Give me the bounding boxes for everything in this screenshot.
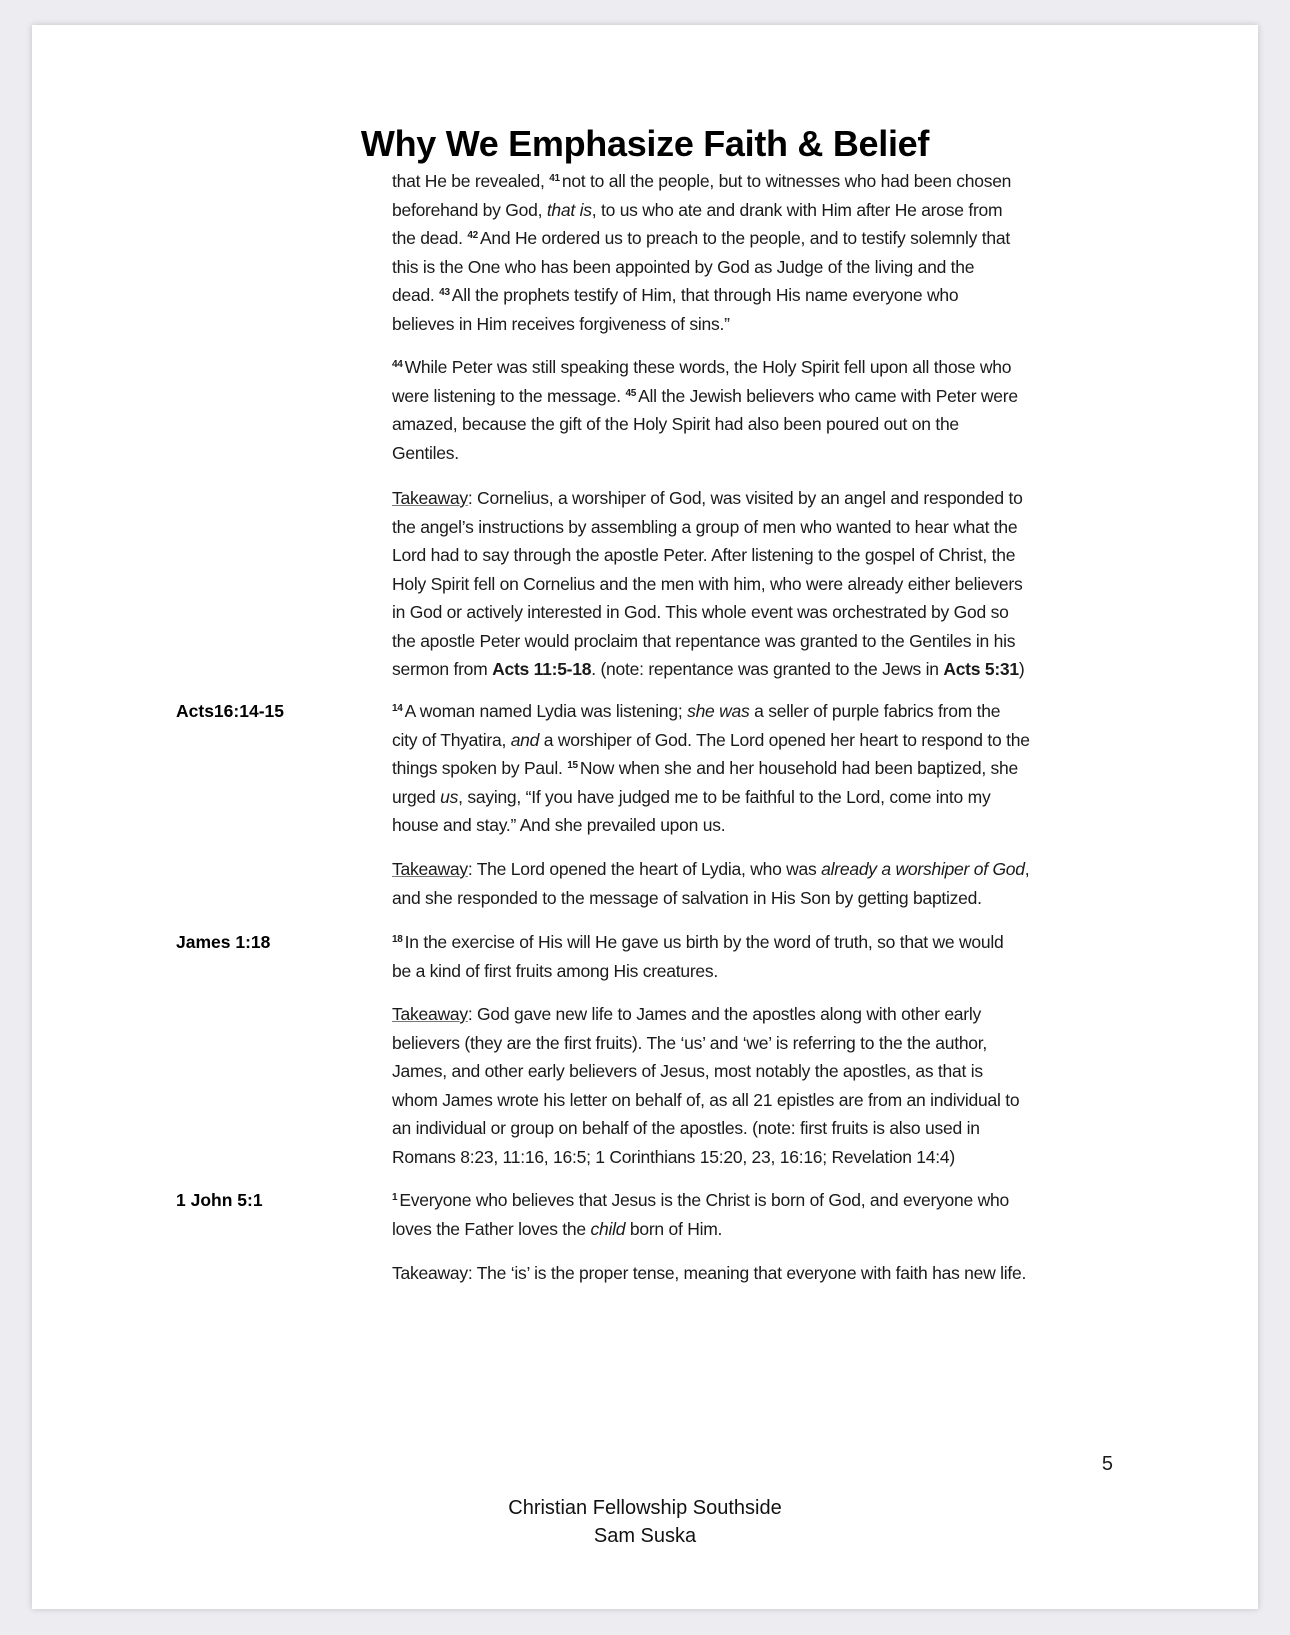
text-run: A woman named Lydia was listening; [404, 701, 688, 721]
verse-number: 14 [392, 703, 403, 714]
text-run: : Cornelius, a worshiper of God, was visited by an angel and responded to [467, 488, 1023, 508]
text-line [392, 957, 1003, 986]
text-run: And He ordered us to preach to the people, and to testify solemnly that [479, 228, 1010, 248]
text-line [392, 1143, 1019, 1172]
text-run: this is the One who has been appointed by God as Judge of the living and the [392, 256, 975, 277]
text-run: Holy Spirit fell on Cornelius and the men with him, who were already either believers [392, 573, 1023, 594]
verse-number: 43 [439, 287, 450, 298]
text-run: born of Him. [625, 1218, 723, 1239]
takeaway-paragraph [392, 484, 1024, 684]
text-run: In the exercise of His will He gave us birth by the word of truth, so that we would [404, 932, 1004, 952]
scripture-paragraph [392, 1186, 1009, 1243]
text-run: an individual or group on behalf of the apostles. (note: first fruits is also used in [392, 1118, 980, 1138]
text-run: things spoken by Paul. [392, 758, 568, 778]
text-run: , to us who ate and drank with Him after He arose from [591, 199, 1003, 220]
takeaway-paragraph [392, 855, 1029, 912]
footer-organization: Christian Fellowship Southside [508, 1497, 782, 1519]
text-line [392, 627, 1024, 656]
scripture-reference: James 1:18 [176, 932, 271, 952]
text-line [392, 1029, 1019, 1058]
text-line [392, 253, 1011, 282]
text-run: dead. [392, 285, 440, 305]
text-run: : God gave new life to James and the apostles along with other early [467, 1004, 981, 1024]
verse-number: 44 [392, 359, 403, 370]
text-run: the dead. [392, 228, 468, 248]
takeaway-paragraph [392, 1259, 1026, 1288]
text-line [392, 1086, 1019, 1115]
takeaway-label: Takeaway [392, 488, 468, 508]
verse-number: 42 [467, 230, 478, 241]
text-run: the apostle Peter would proclaim that repentance was granted to the Gentiles in his [392, 630, 1016, 651]
page-title: Why We Emphasize Faith & Belief [360, 123, 930, 164]
text-run: ) [1018, 659, 1025, 679]
text-line [392, 1259, 1026, 1288]
text-line [392, 353, 1018, 382]
text-line [392, 884, 1029, 913]
scripture-reference: Acts16:14-15 [176, 701, 284, 721]
text-run: Takeaway: The ‘is’ is the proper tense, meaning that everyone with faith has new life. [392, 1263, 1027, 1283]
text-line [392, 1057, 1019, 1086]
text-line [392, 598, 1024, 627]
text-run: city of Thyatira, [392, 729, 511, 750]
text-line [392, 513, 1024, 542]
text-run: the angel’s instructions by assembling a group of men who wanted to hear what the [392, 516, 1018, 537]
text-run: urged [392, 786, 441, 807]
text-run: Lord had to say through the apostle Peter. After listening to the gospel of Christ, the [392, 545, 1016, 565]
text-line [392, 726, 1030, 755]
italic-text: child [590, 1218, 626, 1239]
text-run: James, and other early believers of Jesus, most notably the apostles, as that is [392, 1061, 983, 1081]
italic-text: she was [687, 701, 750, 721]
text-run: Now when she and her household had been baptized, she [579, 758, 1019, 778]
text-run: sermon from [392, 659, 493, 679]
verse-number: 1 [392, 1192, 398, 1203]
bold-reference: Acts 5:31 [943, 659, 1019, 679]
text-line [392, 224, 1011, 253]
takeaway-label: Takeaway [392, 1004, 468, 1024]
text-line [392, 754, 1030, 783]
italic-text: and [510, 729, 540, 750]
text-line [392, 281, 1011, 310]
italic-text: that is [546, 199, 592, 220]
text-line [392, 1114, 1019, 1143]
text-run: loves the Father loves the [392, 1218, 591, 1239]
text-line [392, 167, 1011, 196]
text-line [392, 484, 1024, 513]
text-run: in God or actively interested in God. This whole event was orchestrated by God so [392, 602, 1009, 622]
bold-reference: Acts 11:5-18 [492, 659, 592, 679]
verse-number: 18 [392, 934, 403, 945]
text-run: All the prophets testify of Him, that through His name everyone who [451, 285, 959, 305]
text-run: not to all the people, but to witnesses who had been chosen [561, 171, 1012, 191]
text-line [392, 811, 1030, 840]
text-run: , [1024, 859, 1030, 879]
text-line [392, 310, 1011, 339]
text-line [392, 1000, 1019, 1029]
verse-number: 45 [625, 387, 637, 399]
scripture-paragraph [392, 353, 1018, 467]
scripture-paragraph [392, 167, 1011, 338]
text-line [392, 541, 1024, 570]
text-run: be a kind of first fruits among His creatures. [392, 960, 718, 981]
scripture-paragraph [392, 928, 1003, 985]
text-line [392, 1215, 1009, 1244]
document-page [32, 25, 1258, 1609]
text-line [392, 196, 1011, 225]
footer [32, 1494, 1258, 1550]
footer-author: Sam Suska [593, 1525, 697, 1547]
scripture-paragraph [392, 697, 1030, 840]
text-line [392, 570, 1024, 599]
text-run: a worshiper of God. The Lord opened her heart to respond to the [539, 729, 1030, 750]
text-run: whom James wrote his letter on behalf of, as all 21 epistles are from an individual to [392, 1089, 1020, 1110]
text-run: Romans 8:23, 11:16, 16:5; 1 Corinthians 15:20, 23, 16:16; Revelation 14:4) [392, 1146, 955, 1167]
text-run: amazed, because the gift of the Holy Spirit had also been poured out on the [392, 414, 959, 434]
takeaway-label: Takeaway [392, 859, 468, 879]
text-run: were listening to the message. [392, 385, 626, 406]
text-run: that He be revealed, [392, 171, 550, 191]
verse-number: 41 [549, 173, 560, 184]
text-run: Everyone who believes that Jesus is the Christ is born of God, and everyone who [399, 1190, 1009, 1210]
text-line [392, 655, 1024, 684]
text-run: beforehand by God, [392, 199, 547, 220]
text-line [392, 1186, 1009, 1215]
text-line [392, 410, 1018, 439]
text-run: and she responded to the message of salvation in His Son by getting baptized. [392, 887, 982, 908]
text-line [392, 697, 1030, 726]
page-number: 5 [1101, 1453, 1113, 1475]
takeaway-paragraph [392, 1000, 1019, 1171]
text-line [392, 439, 1018, 468]
text-run: . (note: repentance was granted to the Jews in [591, 659, 944, 679]
text-run: All the Jewish believers who came with Peter were [638, 385, 1018, 406]
text-line [392, 382, 1018, 411]
scripture-reference: 1 John 5:1 [176, 1190, 263, 1210]
text-line [392, 783, 1030, 812]
text-run: : The Lord opened the heart of Lydia, who was [467, 859, 822, 879]
text-run: , saying, “If you have judged me to be faithful to the Lord, come into my [458, 786, 991, 807]
text-line [392, 855, 1029, 884]
italic-text: already a worshiper of God [821, 859, 1025, 879]
text-run: Gentiles. [392, 442, 459, 463]
text-run: believes in Him receives forgiveness of sins.” [392, 313, 730, 334]
italic-text: us [440, 786, 459, 807]
text-run: house and stay.” And she prevailed upon us. [392, 815, 726, 835]
text-run: a seller of purple fabrics from the [749, 701, 1001, 721]
text-line [392, 928, 1003, 957]
text-run: believers (they are the first fruits). The ‘us’ and ‘we’ is referring to the the author, [392, 1032, 988, 1053]
text-run: While Peter was still speaking these words, the Holy Spirit fell upon all those who [404, 357, 1012, 377]
verse-number: 15 [567, 760, 578, 771]
